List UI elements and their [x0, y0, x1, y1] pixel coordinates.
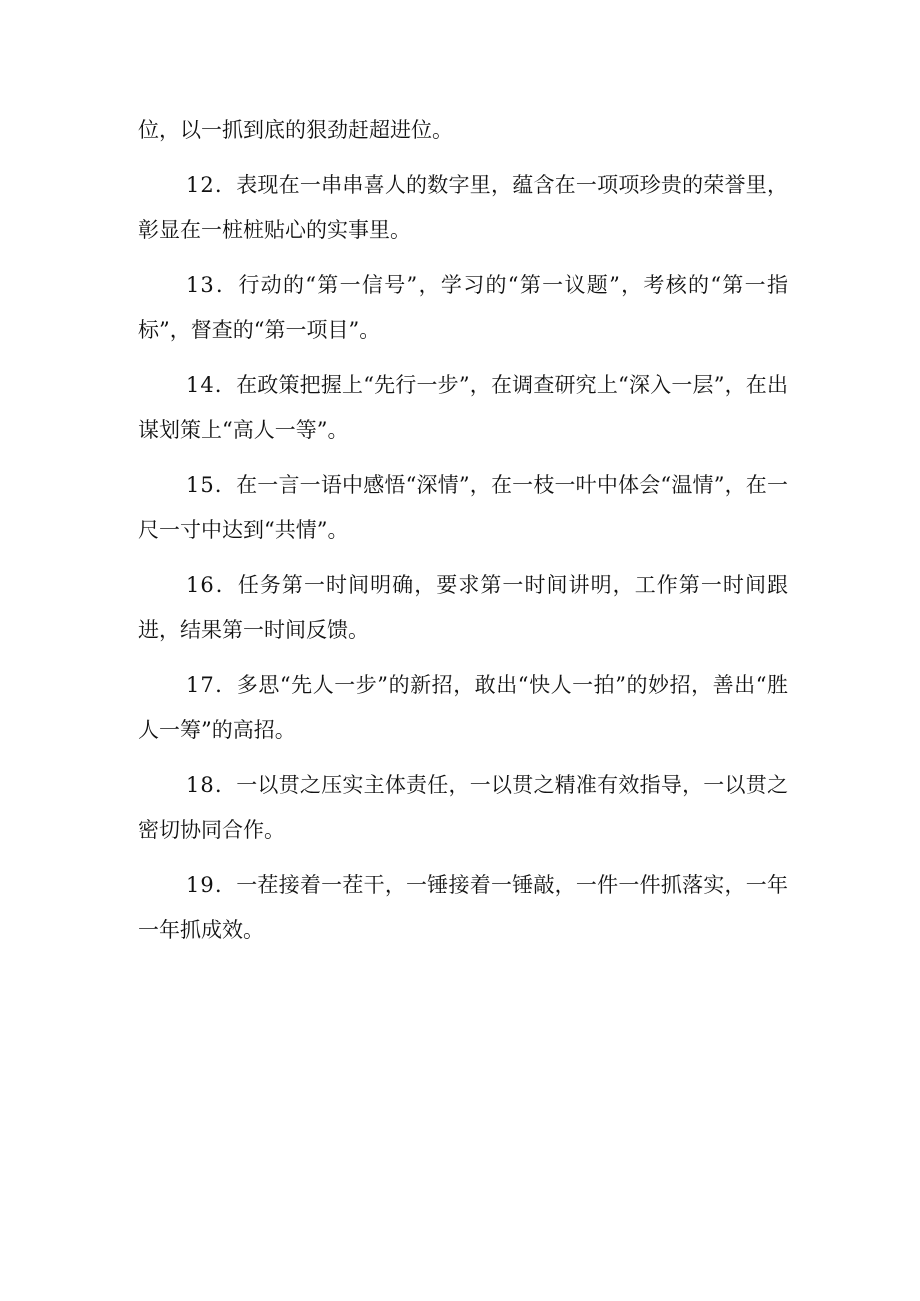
- item-number: 17: [186, 673, 215, 697]
- paragraph-text: ．任务第一时间明确，要求第一时间讲明，工作第一时间跟进，结果第一时间反馈。: [138, 573, 788, 642]
- list-item-19: [138, 863, 788, 953]
- paragraph-text: ．行动的“第一信号”，学习的“第一议题”，考核的“第一指标”，督查的“第一项目”。: [138, 273, 788, 342]
- item-number: 14: [186, 373, 215, 397]
- paragraph-text: ．一茬接着一茬干，一锤接着一锤敲，一件一件抓落实，一年一年抓成效。: [138, 873, 788, 942]
- list-item-15: [138, 463, 788, 553]
- item-number: 19: [186, 873, 215, 897]
- list-item-16: [138, 563, 788, 653]
- item-number: 18: [186, 773, 215, 797]
- list-item-18: [138, 763, 788, 853]
- list-item-14: [138, 363, 788, 453]
- paragraph-text: 位，以一抓到底的狠劲赶超进位。: [138, 118, 453, 142]
- paragraph-text: ．在政策把握上“先行一步”，在调查研究上“深入一层”，在出谋划策上“高人一等”。: [138, 373, 788, 442]
- item-number: 16: [186, 573, 215, 597]
- paragraph-text: ．一以贯之压实主体责任，一以贯之精准有效指导，一以贯之密切协同合作。: [138, 773, 788, 842]
- item-number: 15: [186, 473, 215, 497]
- item-number: 13: [186, 273, 215, 297]
- paragraph-text: ．多思“先人一步”的新招，敢出“快人一拍”的妙招，善出“胜人一筹”的高招。: [138, 673, 788, 742]
- item-number: 12: [186, 173, 215, 197]
- list-item-13: [138, 263, 788, 353]
- list-item-12: [138, 163, 788, 253]
- paragraph-text: ．在一言一语中感悟“深情”，在一枝一叶中体会“温情”，在一尺一寸中达到“共情”。: [138, 473, 788, 542]
- document-body: [138, 108, 788, 963]
- list-item-17: [138, 663, 788, 753]
- paragraph-continuation: [138, 108, 788, 153]
- paragraph-text: ．表现在一串串喜人的数字里，蕴含在一项项珍贵的荣誉里，彰显在一桩桩贴心的实事里。: [138, 173, 788, 242]
